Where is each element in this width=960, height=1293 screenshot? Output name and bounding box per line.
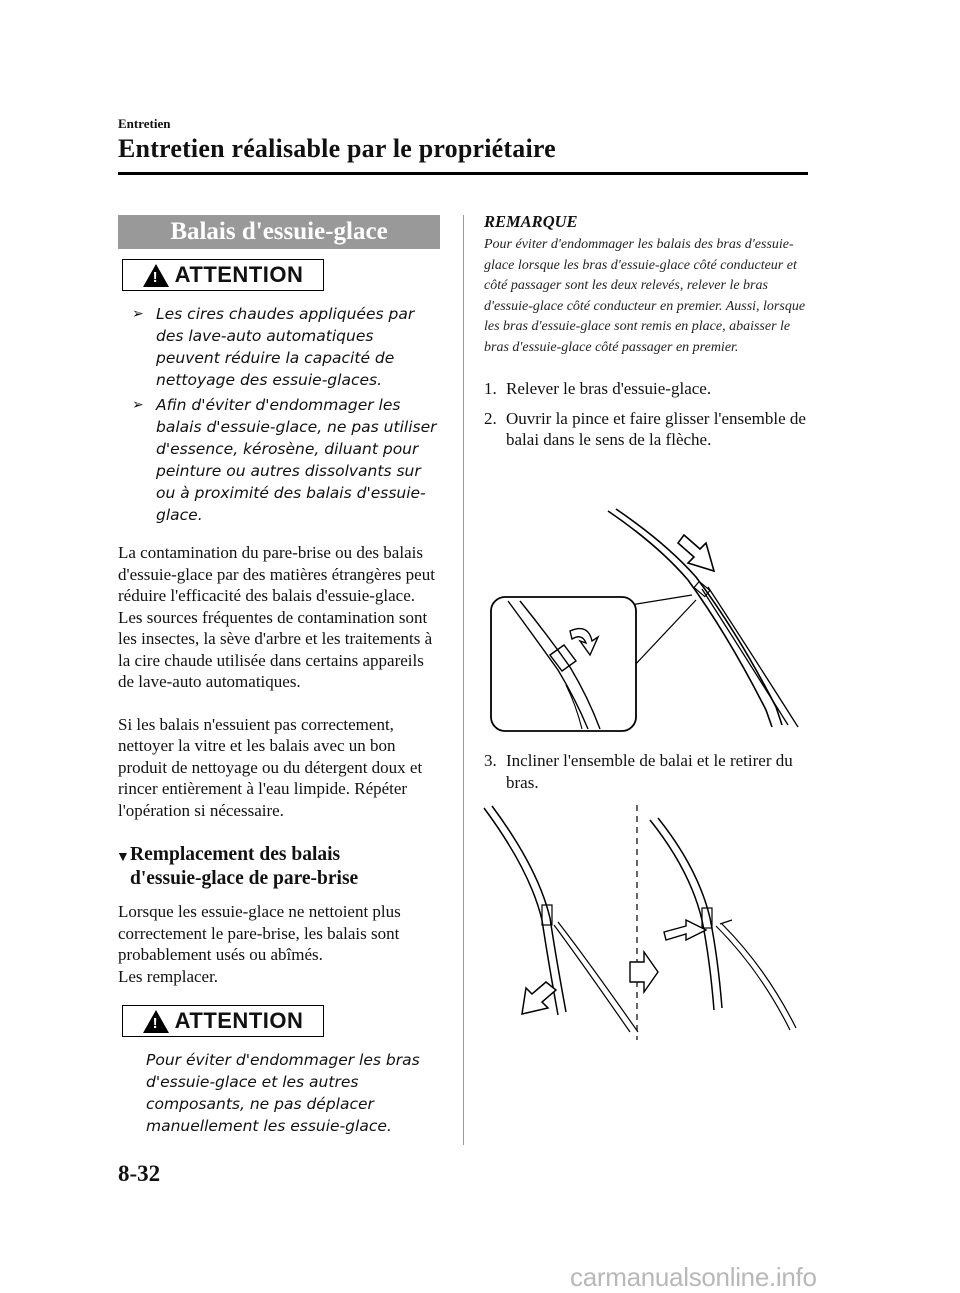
detail-inset [491,597,636,731]
attention-bullet: ➢ Afin d'éviter d'endommager les balais d'essuie-glace, ne pas utiliser d'essence, kérosène, diluant pour peinture ou autres dissolvants sur ou à proximité des balais d'essuie-glace. [132,396,437,524]
tilt-arrow-icon [522,982,556,1014]
header-rule [118,172,808,175]
attention-label-2: ATTENTION [174,1008,304,1033]
replacement-paragraph: Lorsque les essuie-glace ne nettoient plus correctement le pare-brise, les balais sont probablement usés ou abîmés. [118,902,401,964]
section-triangle-icon: ▼ [116,850,130,865]
wiper-blade-line [716,926,790,1030]
page-number: 8-32 [118,1161,161,1186]
replace-instruction: Les remplacer. [118,966,219,986]
wiper-blade-line [708,587,798,727]
slide-arrow-icon [664,920,706,940]
step-item: 2. Ouvrir la pince et faire glisser l'ensemble de balai dans le sens de la flèche. [484,408,806,449]
left-column [118,215,440,1137]
attention-box [122,259,324,291]
wiper-arm-outline [650,820,714,1010]
step-item: 1. Relever le bras d'essuie-glace. [484,379,712,398]
wiper-arm-outline [492,806,566,1012]
remark-title: REMARQUE [484,212,578,231]
wiper-clip-figure [488,505,808,740]
blade-end [720,920,732,924]
leader-line [633,600,696,667]
column-divider [463,215,464,1145]
attention-bullet-list [128,303,440,526]
running-header-section: Entretien [118,116,171,131]
direction-arrow-icon [678,535,714,571]
warning-triangle-icon [143,264,169,287]
right-column [484,213,808,459]
attention2-text: Pour éviter d'endommager les bras d'essuie-glace et les autres composants, ne pas déplacer manuellement les essuie-glace. [146,1051,420,1135]
watermark: carmanualsonline.info [570,1262,817,1292]
step-3-wrapper [484,750,808,801]
arrowhead-bullet-icon: ➢ [132,306,144,322]
wiper-blade-line [558,922,638,1032]
next-step-arrow-icon [630,952,658,992]
step-item: 3. Incliner l'ensemble de balai et le retirer du bras. [484,751,793,792]
attention-bullet: ➢ Les cires chaudes appliquées par des lave-auto automatiques peuvent réduire la capacité de nettoyage des essuie-glaces. [132,305,415,389]
contamination-paragraph: La contamination du pare-brise ou des balais d'essuie-glace par des matières étrangères peut réduire l'efficacité des balais d'essuie-glace. Les sources fréquentes de contamination sont les insectes, la sève d'arbre et les traitements à la cire chaude utilisée dans certains appareils de lave-auto automatiques. [118,543,435,691]
attention-label: ATTENTION [174,262,304,287]
wiper-blade-line [702,589,788,725]
arrowhead-bullet-icon: ➢ [132,397,144,413]
steps-list-cont [484,750,808,793]
running-header-title: Entretien réalisable par le propriétaire [118,134,556,163]
wiper-blade-line [722,924,796,1028]
remark-text: Pour éviter d'endommager les balais des bras d'essuie-glace lorsque les bras d'essuie-glace côté conducteur et côté passager sont les deux relevés, relever le bras d'essuie-glace côté conducteur en premier. Aussi, lorsque les bras d'essuie-glace sont remis en place, abaisser le bras d'essuie-glace côté passager en premier. [484,237,806,355]
subsection-heading: ▼ Remplacement des balais d'essuie-glace de pare-brise [116,844,359,889]
steps-list [484,378,808,451]
section-title-bar: Balais d'essuie-glace [118,215,440,249]
wiper-blade-line [554,925,630,1032]
cleaning-paragraph: Si les balais n'essuient pas correctement, nettoyer la vitre et les balais avec un bon produit de nettoyage ou du détergent doux et rincer entièrement à l'eau limpide. Répéter l'opération si nécessaire. [118,714,423,820]
warning-triangle-icon [143,1010,169,1033]
attention-box-2 [122,1005,324,1037]
blade-removal-figure [470,800,810,1045]
